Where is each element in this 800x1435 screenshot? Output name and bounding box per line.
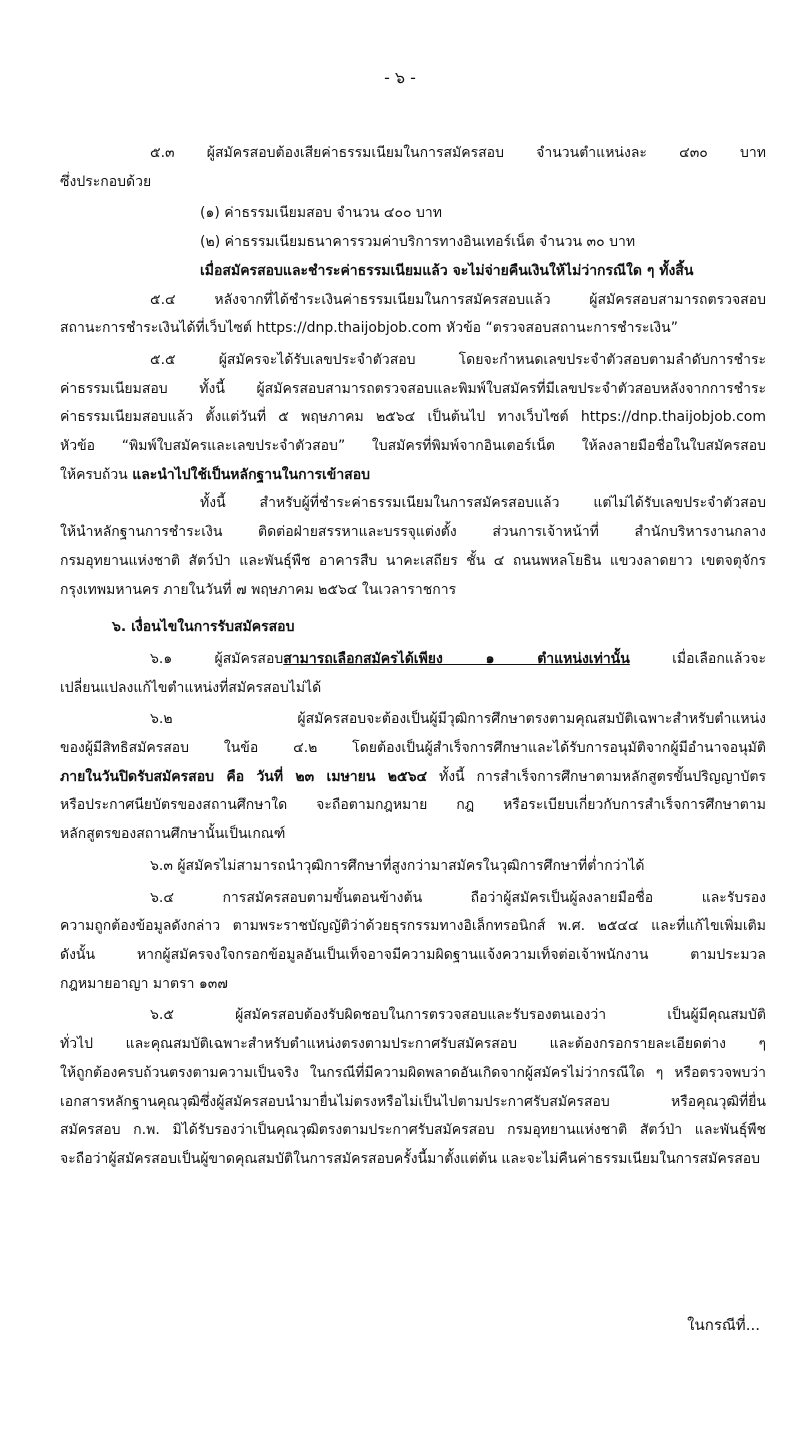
text-segment: ๖.๔ การสมัครสอบตามขั้นตอนข้างต้น ถือว่าผู้สมัครเป็นผู้ลงลายมือชื่อ และรับรอง [150,889,766,906]
text-segment: และนำไปใช้เป็นหลักฐานในการเข้าสอบ [132,466,371,483]
text-line [60,375,766,404]
text-line [60,1116,766,1145]
text-line [60,645,766,674]
text-line [60,820,766,849]
text-line [60,228,766,257]
text-segment: ภายในวันปิดรับสมัครสอบ คือ วันที่ ๒๓ เมษายน ๒๕๖๔ [60,768,428,785]
text-segment: จะถือว่าผู้สมัครสอบเป็นผู้ขาดคุณสมบัติในการสมัครสอบครั้งนี้มาตั้งแต่ต้น และจะไม่คืนค่าธรรมเนียมในการสมัครสอบ [60,1150,761,1167]
text-line [60,1030,766,1059]
text-line [60,257,766,286]
text-segment: สามารถเลือกสมัครได้เพียง ๑ ตำแหน่งเท่านั้น [283,650,630,667]
text-line [60,852,766,881]
text-segment: เปลี่ยนแปลงแก้ไขตำแหน่งที่สมัครสอบไม่ได้ [60,679,322,696]
text-line [60,547,766,576]
text-segment: ความถูกต้องข้อมูลดังกล่าว ตามพระราชบัญญัติว่าด้วยธุรกรรมทางอิเล็กทรอนิกส์ พ.ศ. ๒๕๔๔ และที่แก้ไขเพิ่มเติม [60,918,766,935]
text-segment: กฎหมายอาญา มาตรา ๑๓๗ [60,975,228,992]
paragraph [60,257,766,286]
text-segment: ๕.๔ หลังจากที่ได้ชำระเงินค่าธรรมเนียมในการสมัครสอบแล้ว ผู้สมัครสอบสามารถตรวจสอบ [150,291,766,308]
text-segment: กรมอุทยานแห่งชาติ สัตว์ป่า และพันธุ์พืช อาคารสืบ นาคะเสถียร ชั้น ๔ ถนนพหลโยธิน แขวงลาดยาว เขตจตุจักร [60,552,766,569]
text-line [60,518,766,547]
paragraph [60,139,766,196]
text-segment: สมัครสอบ ก.พ. มิได้รับรองว่าเป็นคุณวุฒิตรงตามประกาศรับสมัครสอบ กรมอุทยานแห่งชาติ สัตว์ป่า และพันธุ์พืช [60,1122,766,1139]
paragraph [60,286,766,343]
text-line [60,403,766,432]
paragraph [60,199,766,228]
text-segment: ดังนั้น หากผู้สมัครจงใจกรอกข้อมูลอันเป็นเท็จอาจมีความผิดฐานแจ้งความเท็จต่อเจ้าพนักงาน ตามประมวล [60,946,766,963]
text-segment: (๑) ค่าธรรมเนียมสอบ จำนวน ๔๐๐ บาท [200,205,443,222]
text-line [60,705,766,734]
text-line [60,763,766,792]
text-line [60,314,766,343]
text-segment: กรุงเทพมหานคร ภายในวันที่ ๗ พฤษภาคม ๒๕๖๔ ในเวลาราชการ [60,581,457,598]
text-segment: ให้ถูกต้องครบถ้วนตรงตามความเป็นจริง ในกรณีที่มีความผิดพลาดอันเกิดจากผู้สมัครไม่ว่ากรณีใด ๆ หรือตรวจพบว่า [60,1064,766,1081]
text-segment: ให้ครบถ้วน [60,466,133,483]
text-segment: ๖.๒ ผู้สมัครสอบจะต้องเป็นผู้มีวุฒิการศึกษาตรงตามคุณสมบัติเฉพาะสำหรับตำแหน่ง [150,711,766,728]
text-line [60,613,766,642]
paragraph [60,852,766,881]
text-segment: เอกสารหลักฐานคุณวุฒิซึ่งผู้สมัครสอบนำมายื่นไม่ตรงหรือไม่เป็นไปตามประกาศรับสมัครสอบ หรือคุณวุฒิที่ยื่น [60,1093,766,1110]
text-segment: ทั้งนี้ สำหรับผู้ที่ชำระค่าธรรมเนียมในการสมัครสอบแล้ว แต่ไม่ได้รับเลขประจำตัวสอบ [200,495,766,512]
text-line [60,884,766,913]
section-heading [60,613,766,642]
text-line [60,432,766,461]
text-line [60,489,766,518]
text-segment: หรือประกาศนียบัตรของสถานศึกษาใด จะถือตามกฎหมาย กฎ หรือระเบียบเกี่ยวกับการสำเร็จการศึกษาตาม [60,797,766,814]
text-line [60,168,766,197]
text-line [60,1088,766,1117]
paragraph [60,705,766,849]
text-line [60,970,766,999]
page-number: - ๖ - [384,68,416,87]
text-segment: ๖. เงื่อนไขในการรับสมัครสอบ [112,619,295,636]
text-segment: หัวข้อ “พิมพ์ใบสมัครและเลขประจำตัวสอบ” ใบสมัครที่พิมพ์จากอินเตอร์เน็ต ให้ลงลายมือชื่อในใบสมัครสอบ [60,438,766,455]
text-segment: สถานะการชำระเงินได้ที่เว็บไซต์ https://dnp.thaijobjob.com หัวข้อ “ตรวจสอบสถานะการชำระเงิน” [60,320,678,337]
continuation-text: ในกรณีที่... [687,1316,760,1334]
text-line [60,576,766,605]
paragraph [60,884,766,999]
paragraph [60,346,766,490]
text-segment: ของผู้มีสิทธิสมัครสอบ ในข้อ ๔.๒ โดยต้องเป็นผู้สำเร็จการศึกษาและได้รับการอนุมัติจากผู้มีอำนาจอนุมัติ [60,740,766,757]
paragraph [60,1001,766,1173]
text-segment: ๕.๓ ผู้สมัครสอบต้องเสียค่าธรรมเนียมในการสมัครสอบ จำนวนตำแหน่งละ ๔๓๐ บาท [150,145,766,161]
text-segment: ๖.๓ ผู้สมัครไม่สามารถนำวุฒิการศึกษาที่สูงกว่ามาสมัครในวุฒิการศึกษาที่ต่ำกว่าได้ [150,857,645,874]
text-segment: (๒) ค่าธรรมเนียมธนาคารรวมค่าบริการทางอินเทอร์เน็ต จำนวน ๓๐ บาท [200,234,636,251]
text-line [60,286,766,315]
text-segment: ๖.๑ ผู้สมัครสอบ [150,650,284,667]
text-line [60,1001,766,1030]
text-line [60,139,766,168]
text-line [60,734,766,763]
text-line [60,791,766,820]
text-segment: เมื่อสมัครสอบและชำระค่าธรรมเนียมแล้ว จะไม่จ่ายคืนเงินให้ไม่ว่ากรณีใด ๆ ทั้งสิ้น [200,262,694,279]
paragraph [60,228,766,257]
text-segment: เมื่อเลือกแล้วจะ [629,650,766,667]
text-line [60,1059,766,1088]
text-segment: ทั่วไป และคุณสมบัติเฉพาะสำหรับตำแหน่งตรงตามประกาศรับสมัครสอบ และต้องกรอกรายละเอียดต่าง ๆ [60,1036,766,1053]
text-line [60,199,766,228]
text-segment: ค่าธรรมเนียมสอบแล้ว ตั้งแต่วันที่ ๕ พฤษภาคม ๒๕๖๔ เป็นต้นไป ทางเว็บไซต์ https://dnp.thaijobjob.com [60,409,766,426]
text-segment: ซึ่งประกอบด้วย [60,173,152,190]
paragraph [60,489,766,604]
text-line [60,674,766,703]
text-line [60,941,766,970]
text-segment: ให้นำหลักฐานการชำระเงิน ติดต่อฝ่ายสรรหาและบรรจุแต่งตั้ง ส่วนการเจ้าหน้าที่ สำนักบริหารงานกลาง [60,524,766,541]
text-line [60,1145,766,1174]
text-segment: ๖.๕ ผู้สมัครสอบต้องรับผิดชอบในการตรวจสอบและรับรองตนเองว่า เป็นผู้มีคุณสมบัติ [150,1007,766,1024]
text-segment: ๕.๕ ผู้สมัครจะได้รับเลขประจำตัวสอบ โดยจะกำหนดเลขประจำตัวสอบตามลำดับการชำระ [150,351,766,368]
text-segment: ทั้งนี้ การสำเร็จการศึกษาตามหลักสูตรขั้นปริญญาบัตร [427,768,766,785]
text-line [60,346,766,375]
text-segment: ค่าธรรมเนียมสอบ ทั้งนี้ ผู้สมัครสอบสามารถตรวจสอบและพิมพ์ใบสมัครที่มีเลขประจำตัวสอบหลังจากการชำระ [60,380,766,397]
paragraph [60,645,766,702]
text-line [60,461,766,490]
text-line [60,912,766,941]
document-body [60,136,766,1174]
text-segment: หลักสูตรของสถานศึกษานั้นเป็นเกณฑ์ [60,826,286,843]
